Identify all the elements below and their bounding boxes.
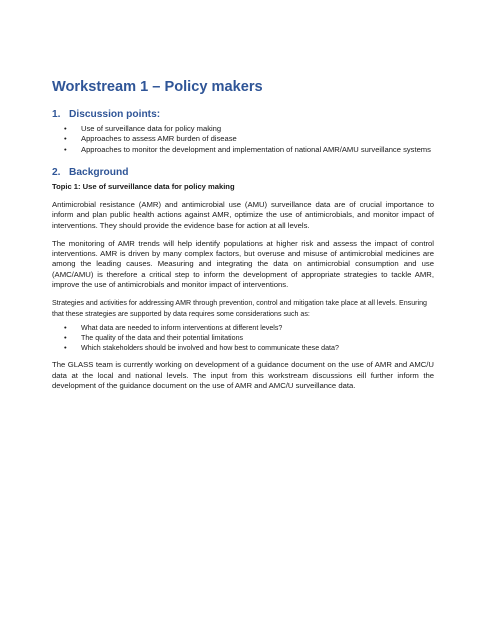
bullet-icon: • bbox=[64, 322, 67, 332]
list-item bbox=[64, 333, 434, 343]
list-item bbox=[64, 323, 434, 333]
bullet-icon: • bbox=[64, 144, 67, 154]
list-item-text: The quality of the data and their potential limitations bbox=[81, 334, 244, 343]
section-number: 1. bbox=[52, 109, 61, 120]
topic-heading: Topic 1: Use of surveillance data for policy making bbox=[52, 182, 235, 192]
bullet-icon: • bbox=[64, 343, 67, 353]
list-item bbox=[64, 134, 434, 144]
considerations-list bbox=[52, 323, 434, 354]
section-heading-discussion-points bbox=[52, 108, 434, 121]
list-item bbox=[64, 124, 434, 134]
list-item-text: Approaches to monitor the development and implementation of national AMR/AMU surveillance systems bbox=[81, 144, 431, 154]
paragraph: Antimicrobial resistance (AMR) and antimicrobial use (AMU) surveillance data are of crucial importance to inform and plan public health actions against AMR, optimize the use of antimicrobials, and monitor impact of interventions. They should provide the evidence base for action at all levels. bbox=[52, 199, 434, 230]
section-heading-background bbox=[52, 166, 434, 179]
document-body bbox=[52, 78, 434, 399]
list-item-text: Use of surveillance data for policy making bbox=[81, 124, 222, 133]
bullet-icon: • bbox=[64, 124, 67, 133]
discussion-points-list bbox=[52, 124, 434, 155]
section-title: Background bbox=[69, 167, 129, 179]
bullet-icon: • bbox=[64, 134, 67, 144]
list-item bbox=[64, 145, 434, 155]
paragraph: Strategies and activities for addressing AMR through prevention, control and mitigation take place at all levels. Ensuring that these strategies are supported by data requires some considerations such as: bbox=[52, 299, 427, 318]
paragraph: The monitoring of AMR trends will help identify populations at higher risk and assess the impact of control interventions. AMR is driven by many complex factors, but overuse and misuse of antimicrobial medicines are among the leading causes. Measuring and integrating the data on antimicrobial consumption and use (AMC/AMU) is therefore a critical step to inform the development of appropriate strategies to tackle AMR, improve the use of antimicrobials and monitor impact of interventions. bbox=[52, 238, 434, 290]
list-item-text: Approaches to assess AMR burden of disease bbox=[81, 134, 237, 144]
document-title: Workstream 1 – Policy makers bbox=[52, 79, 263, 95]
section-title: Discussion points: bbox=[69, 109, 161, 120]
list-item-text: Which stakeholders should be involved and how best to communicate these data? bbox=[81, 344, 339, 353]
bullet-icon: • bbox=[64, 333, 67, 343]
section-number: 2. bbox=[52, 167, 61, 179]
list-item bbox=[64, 343, 434, 353]
list-item-text: What data are needed to inform interventions at different levels? bbox=[81, 323, 283, 332]
closing-paragraph: The GLASS team is currently working on development of a guidance document on the use of AMR and AMC/U data at the local and national levels. The input from this workstream discussions eill further inform the development of the guidance document on the use of AMR and AMC/U surveillance data. bbox=[52, 360, 434, 391]
